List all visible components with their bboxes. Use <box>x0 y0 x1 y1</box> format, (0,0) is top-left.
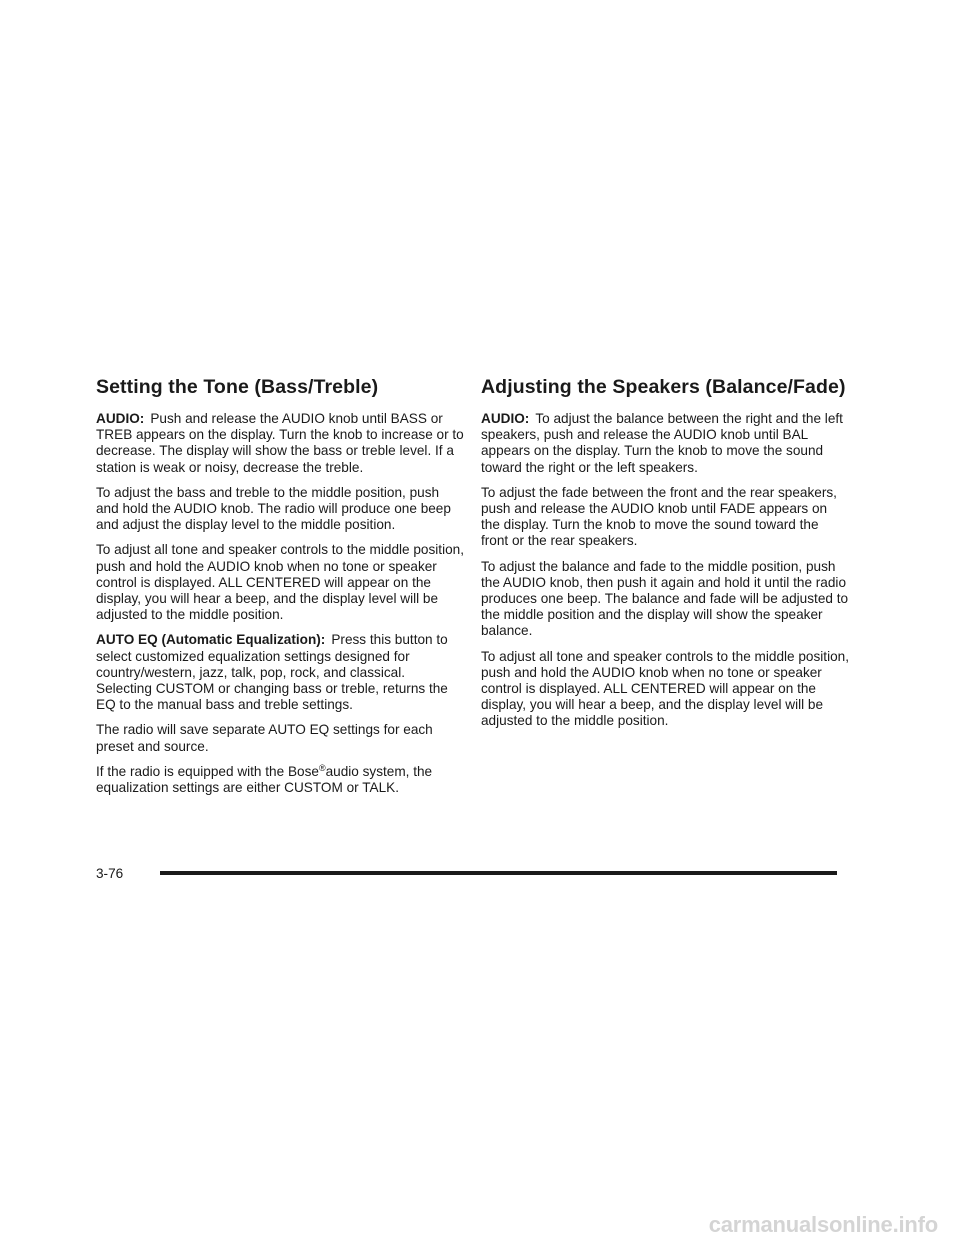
paragraph-balance-fade-middle: To adjust the balance and fade to the middle position, push the AUDIO knob, then push it again and hold it until the radio produces one beep. The balance and fade will be adjusted to the middle position and the display will show the speaker balance. <box>481 558 849 639</box>
left-column <box>96 376 464 805</box>
text-bose-after: audio system, the equalization settings are either CUSTOM or TALK. <box>96 763 433 796</box>
label-auto-eq: AUTO EQ (Automatic Equalization): <box>96 632 326 648</box>
label-audio: AUDIO: <box>96 411 145 426</box>
label-audio: AUDIO: <box>481 411 530 426</box>
text-auto-eq: Press this button to select customized equalization settings designed for country/western, jazz, talk, pop, rock, and classical. Selecting CUSTOM or changing bass or treble, returns the EQ to the manual bass and treble settings. <box>96 632 448 713</box>
paragraph-auto-eq <box>96 632 464 713</box>
text-audio-balance: To adjust the balance between the right and the left speakers, push and release the AUDIO knob until BAL appears on the display. Turn the knob to move the sound toward the right or the left speakers. <box>481 411 843 475</box>
paragraph-audio-tone <box>96 411 464 476</box>
watermark: carmanualsonline.info <box>708 1212 938 1237</box>
section-heading-tone: Setting the Tone (Bass/Treble) <box>96 376 379 398</box>
paragraph-all-centered: To adjust all tone and speaker controls to the middle position, push and hold the AUDIO knob when no tone or speaker control is displayed. ALL CENTERED will appear on the display, you will hear a beep, and the display level will be adjusted to the middle position. <box>96 542 465 623</box>
paragraph-all-centered-right: To adjust all tone and speaker controls to the middle position, push and hold the AUDIO knob when no tone or speaker control is displayed. ALL CENTERED will appear on the display, you will hear a beep, and the display level will be adjusted to the middle position. <box>481 648 850 729</box>
paragraph-bose <box>96 764 464 796</box>
text-bose-before: If the radio is equipped with the Bose <box>96 763 319 779</box>
paragraph-bass-treble-middle: To adjust the bass and treble to the middle position, push and hold the AUDIO knob. The radio will produce one beep and adjust the display level to the middle position. <box>96 484 451 533</box>
footer-rule <box>160 871 837 875</box>
paragraph-fade: To adjust the fade between the front and the rear speakers, push and release the AUDIO knob until FADE appears on the display. Turn the knob to move the sound toward the front or the rear speakers. <box>481 484 837 549</box>
paragraph-auto-eq-save: The radio will save separate AUTO EQ settings for each preset and source. <box>96 722 433 754</box>
right-column <box>481 376 849 739</box>
paragraph-audio-balance <box>481 411 849 476</box>
section-heading-speakers: Adjusting the Speakers (Balance/Fade) <box>481 376 846 398</box>
text-audio-tone: Push and release the AUDIO knob until BASS or TREB appears on the display. Turn the knob to increase or to decrease. The display will show the bass or treble level. If a station is weak or noisy, decrease the treble. <box>96 411 464 475</box>
page-number: 3-76 <box>96 866 124 881</box>
registered-mark: ® <box>318 762 326 773</box>
